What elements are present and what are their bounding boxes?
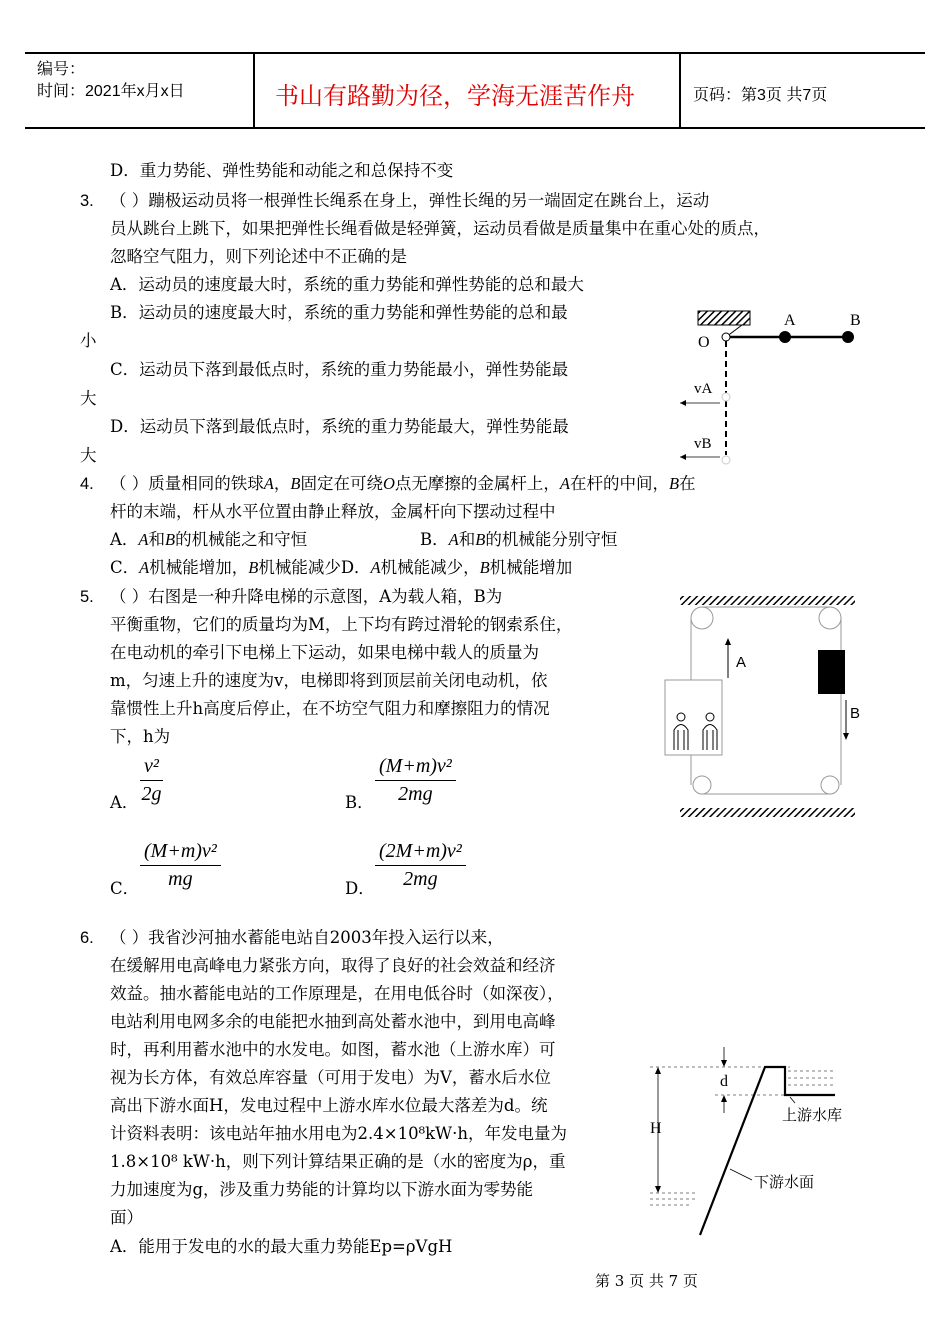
elevator-label-a: A (736, 654, 747, 671)
header-top-rule (25, 52, 925, 54)
q3-option-b: B．运动员的速度最大时，系统的重力势能和弹性势能的总和最 (110, 303, 568, 322)
ball-b-low (722, 456, 730, 464)
q3-option-d-cont: 大 (80, 446, 97, 465)
q5-number: 5. (80, 588, 94, 606)
label-o: O (698, 334, 710, 351)
q5-option-a-formula: v² 2g (141, 755, 162, 805)
q4-option-c: C．A机械能增加，B机械能减少D．A机械能减少，B机械能增加 (110, 558, 573, 577)
label-vb: vB (694, 436, 712, 452)
q6-line9: 1.8×10⁸ kW·h，则下列计算结果正确的是（水的密度为ρ，重 (110, 1152, 566, 1171)
q3-line3: 忽略空气阻力，则下列论述中不正确的是 (110, 247, 407, 266)
header-divider-left (253, 52, 255, 128)
q5-option-a-label: A． (110, 793, 139, 812)
page-label: 页码：第3页 共7页 (693, 87, 828, 104)
number-label: 编号： (37, 61, 86, 78)
q5-option-d-formula: (2M+m)v² 2mg (375, 840, 466, 891)
label-va: vA (694, 381, 713, 397)
q6-line3: 效益。抽水蓄能电站的工作原理是，在用电低谷时（如深夜）， (110, 984, 564, 1003)
q3-number: 3. (80, 192, 94, 210)
q6-line10: 力加速度为g，涉及重力势能的计算均以下游水面为零势能 (110, 1180, 534, 1199)
pulley-top-left (691, 607, 713, 629)
q6-line8: 计资料表明：该电站年抽水用电为2.4×10⁸kW·h，年发电量为 (110, 1124, 568, 1143)
q5-line3: 在电动机的牵引下电梯上下运动，如果电梯中载人的质量为 (110, 643, 539, 662)
top-beam (680, 596, 855, 605)
q5-line2: 平衡重物，它们的质量均为M，上下均有跨过滑轮的钢索系住， (110, 615, 573, 634)
q4-option-a: A．A和B的机械能之和守恒 (110, 530, 308, 549)
page-footer: 第 3 页 共 7 页 (595, 1272, 698, 1290)
pulley-top-right (819, 607, 841, 629)
bottom-beam (680, 808, 855, 817)
q2-option-d: D．重力势能、弹性势能和动能之和总保持不变 (110, 161, 454, 180)
label-h: H (650, 1120, 662, 1137)
ball-a (779, 331, 791, 343)
q3-line1: （ ）蹦极运动员将一根弹性长绳系在身上，弹性长绳的另一端固定在跳台上，运动 (110, 191, 710, 210)
elevator-label-b: B (850, 705, 860, 722)
label-d: d (720, 1073, 728, 1090)
q6-option-a: A．能用于发电的水的最大重力势能Ep=ρVgH (110, 1237, 453, 1256)
dam-profile (700, 1067, 835, 1235)
arrow-vb-head (680, 454, 686, 460)
label-b: B (850, 312, 861, 329)
label-upper-reservoir: 上游水库 (782, 1106, 843, 1124)
h-arrow-bottom (655, 1186, 661, 1193)
q6-line4: 电站利用电网多余的电能把水抽到高处蓄水池中，到用电高峰 (110, 1012, 556, 1031)
upper-pointer (790, 1097, 795, 1103)
d-arrow-bottom (721, 1095, 727, 1102)
q5-line5: 靠惯性上升h高度后停止，在不坊空气阻力和摩擦阻力的情况 (110, 699, 550, 718)
q3-option-c-cont: 大 (80, 389, 97, 408)
q5-line4: m，匀速上升的速度为v，电梯即将到顶层前关闭电动机，依 (110, 671, 548, 690)
ball-a-low (722, 393, 730, 401)
reservoir-figure (640, 1045, 860, 1245)
q4-number: 4. (80, 475, 94, 493)
arrow-va-head (680, 400, 686, 406)
ceiling-support (698, 311, 750, 325)
q6-line5: 时，再利用蓄水池中的水发电。如图，蓄水池（上游水库）可 (110, 1040, 556, 1059)
lower-pointer (730, 1169, 752, 1180)
q6-line1: （ ）我省沙河抽水蓄能电站自2003年投入运行以来， (110, 928, 504, 947)
d-arrow-top (721, 1060, 727, 1067)
q5-option-c-label: C． (110, 879, 140, 898)
q5-line1: （ ）右图是一种升降电梯的示意图，A为载人箱，B为 (110, 587, 503, 606)
h-arrow-top (655, 1067, 661, 1074)
q3-option-c: C．运动员下落到最低点时，系统的重力势能最小，弹性势能最 (110, 360, 569, 379)
arrow-b-down-head (843, 733, 849, 740)
q6-line6: 视为长方体，有效总库容量（可用于发电）为V，蓄水后水位 (110, 1068, 551, 1087)
q3-option-b-cont: 小 (80, 331, 97, 350)
ball-b (842, 331, 854, 343)
counterweight-b (818, 650, 845, 694)
q5-option-d-label: D． (345, 879, 375, 898)
elevator-figure (660, 590, 860, 825)
time-label: 时间：2021年x月x日 (37, 83, 185, 100)
q5-line6: 下，h为 (110, 727, 171, 746)
q3-option-a: A．运动员的速度最大时，系统的重力势能和弹性势能的总和最大 (110, 275, 584, 294)
q6-line11: 面） (110, 1208, 143, 1227)
arrow-a-up-head (725, 638, 731, 645)
q5-option-c-formula: (M+m)v² mg (140, 840, 221, 891)
pivot-o (722, 333, 730, 341)
q5-option-b-formula: (M+m)v² 2mg (375, 755, 456, 806)
q5-option-b-label: B． (345, 793, 374, 812)
q3-option-d: D．运动员下落到最低点时，系统的重力势能最大，弹性势能最 (110, 417, 569, 436)
q4-option-b: B．A和B的机械能分别守恒 (420, 530, 618, 549)
pulley-bottom-right (821, 776, 839, 794)
label-lower-water: 下游水面 (754, 1173, 815, 1191)
q4-line2: 杆的末端，杆从水平位置由静止释放，金属杆向下摆动过程中 (110, 502, 556, 521)
q6-line7: 高出下游水面H，发电过程中上游水库水位最大落差为d。统 (110, 1096, 548, 1115)
q6-line2: 在缓解用电高峰电力紧张方向，取得了良好的社会效益和经济 (110, 956, 556, 975)
label-a: A (784, 312, 796, 329)
q6-number: 6. (80, 929, 94, 947)
header-bottom-rule (25, 127, 925, 129)
motto: 书山有路勤为径，学海无涯苦作舟 (275, 82, 635, 110)
rod-figure (670, 305, 880, 470)
pulley-bottom-left (693, 776, 711, 794)
header-divider-right (679, 52, 681, 128)
q3-line2: 员从跳台上跳下，如果把弹性长绳看做是轻弹簧，运动员看做是质量集中在重心处的质点， (110, 219, 770, 238)
q4-line1: （ ）质量相同的铁球A，B固定在可绕O点无摩擦的金属杆上，A在杆的中间，B在 (110, 474, 696, 493)
page-header (25, 52, 925, 128)
